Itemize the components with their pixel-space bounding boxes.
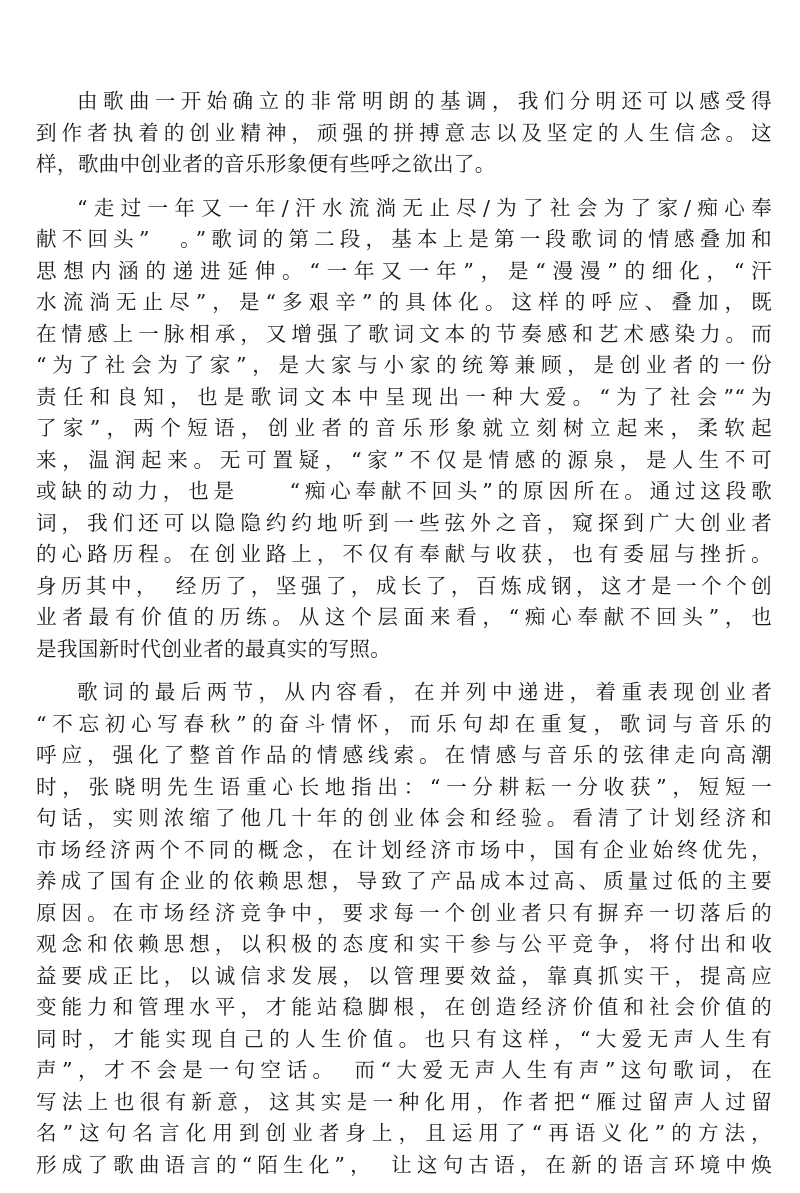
text-line: 或缺的动力，也是 “痴心奉献不回头”的原因所在。通过这段歌 xyxy=(36,479,772,503)
text-line: 了家”，两个短语，创业者的音乐形象就立刻树立起来，柔软起 xyxy=(36,416,772,440)
text-line: 由歌曲一开始确立的非常明朗的基调，我们分明还可以感受得 xyxy=(77,89,772,113)
text-line: 到作者执着的创业精神，顽强的拼搏意志以及坚定的人生信念。这 xyxy=(36,120,772,145)
text-line: 市场经济两个不同的概念，在计划经济市场中，国有企业始终优先， xyxy=(36,837,772,862)
text-line: 益要成正比，以诚信求发展，以管理要效益，靠真抓实干，提高应 xyxy=(36,963,772,988)
text-line: 水流淌无止尽”，是“多艰辛”的具体化。这样的呼应、叠加，既 xyxy=(36,290,772,314)
text-line: 来，温润起来。无可置疑，“家”不仅是情感的源泉，是人生不可 xyxy=(36,447,772,472)
text-line: 变能力和管理水平，才能站稳脚根，在创造经济价值和社会价值的 xyxy=(36,995,772,1019)
text-line: 责任和良知，也是歌词文本中呈现出一种大爱。“为了社会”“为 xyxy=(36,384,772,409)
text-line: 形成了歌曲语言的“陌生化”， 让这句古语，在新的语言环境中焕 xyxy=(36,1152,772,1177)
text-line: 观念和依赖思想，以积极的态度和实干参与公平竞争，将付出和收 xyxy=(36,932,772,956)
text-line: 思想内涵的递进延伸。“一年又一年”，是“漫漫”的细化，“汗 xyxy=(36,258,772,283)
text-line: 时，张晓明先生语重心长地指出：“一分耕耘一分收获”，短短一 xyxy=(36,774,772,799)
text-line: 句话，实则浓缩了他几十年的创业体会和经验。看清了计划经济和 xyxy=(36,806,772,830)
text-line: “不忘初心写春秋”的奋斗情怀，而乐句却在重复，歌词与音乐的 xyxy=(36,711,772,736)
text-line: 名”这句名言化用到创业者身上，且运用了“再语义化”的方法， xyxy=(36,1121,772,1145)
text-line: 身历其中， 经历了，坚强了，成长了，百炼成钢，这才是一个个创 xyxy=(36,573,772,598)
text-line: 业者最有价值的历练。从这个层面来看，“痴心奉献不回头”，也 xyxy=(36,605,772,629)
paragraph-2 xyxy=(36,193,772,666)
text-line: 献不回头” 。”歌词的第二段，基本上是第一段歌词的情感叠加和 xyxy=(36,227,772,251)
text-line: 呼应，强化了整首作品的情感线索。在情感与音乐的弦律走向高潮 xyxy=(36,743,772,767)
text-line: 养成了国有企业的依赖思想，导致了产品成本过高、质量过低的主要 xyxy=(36,869,772,893)
text-line: “为了社会为了家”，是大家与小家的统筹兼顾，是创业者的一份 xyxy=(36,353,772,377)
text-line: 写法上也很有新意，这其实是一种化用，作者把“雁过留声人过留 xyxy=(36,1089,772,1114)
text-line: 样，歌曲中创业者的音乐形象便有些呼之欲出了。 xyxy=(36,152,496,176)
paragraph-1 xyxy=(36,86,772,181)
text-line: 词，我们还可以隐隐约约地听到一些弦外之音，窥探到广大创业者 xyxy=(36,510,772,535)
paragraph-3 xyxy=(36,677,772,1181)
text-line: 同时，才能实现自己的人生价值。也只有这样，“大爱无声人生有 xyxy=(36,1026,772,1051)
document-page xyxy=(36,86,772,1193)
text-line: “走过一年又一年/汗水流淌无止尽/为了社会为了家/痴心奉 xyxy=(77,195,772,220)
text-line: 在情感上一脉相承，又增强了歌词文本的节奏感和艺术感染力。而 xyxy=(36,321,772,346)
text-line: 歌词的最后两节，从内容看，在并列中递进，着重表现创业者 xyxy=(77,680,772,704)
text-line: 是我国新时代创业者的最真实的写照。 xyxy=(36,636,392,661)
text-line: 原因。在市场经济竞争中，要求每一个创业者只有摒弃一切落后的 xyxy=(36,900,772,925)
text-line: 的心路历程。在创业路上，不仅有奉献与收获，也有委屈与挫折。 xyxy=(36,542,772,566)
text-line: 声”，才不会是一句空话。 而“大爱无声人生有声”这句歌词，在 xyxy=(36,1058,772,1082)
